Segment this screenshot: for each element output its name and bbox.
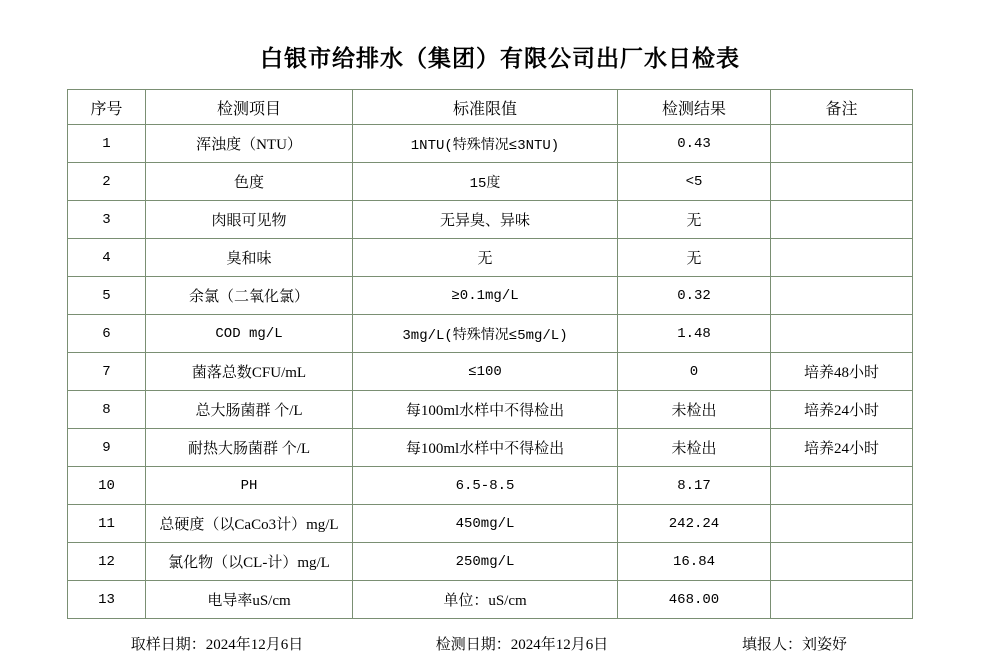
- table-row: [68, 505, 913, 543]
- page-title: 白银市给排水（集团）有限公司出厂水日检表: [260, 46, 740, 71]
- cell-no: 3: [68, 201, 146, 239]
- table-header: [68, 90, 913, 125]
- cell-limit: 6.5-8.5: [353, 467, 618, 505]
- cell-item: 余氯（二氧化氯）: [146, 277, 353, 315]
- cell-result: 0.32: [618, 277, 771, 315]
- cell-no: 9: [68, 429, 146, 467]
- table-row: [68, 429, 913, 467]
- cell-result: 0.43: [618, 125, 771, 163]
- table-body: [68, 125, 913, 619]
- table-row: [68, 543, 913, 581]
- cell-result: 8.17: [618, 467, 771, 505]
- cell-remark: [771, 505, 913, 543]
- column-header-limit: 标准限值: [353, 90, 618, 125]
- table-row: [68, 315, 913, 353]
- cell-no: 8: [68, 391, 146, 429]
- cell-result: 无: [618, 201, 771, 239]
- cell-item: 肉眼可见物: [146, 201, 353, 239]
- cell-remark: [771, 163, 913, 201]
- cell-item: 耐热大肠菌群 个/L: [146, 429, 353, 467]
- cell-remark: [771, 277, 913, 315]
- cell-result: 468.00: [618, 581, 771, 619]
- cell-no: 11: [68, 505, 146, 543]
- testing-date: 检测日期：2024年12月6日: [435, 637, 609, 653]
- cell-limit: 单位：uS/cm: [353, 581, 618, 619]
- cell-item: 总硬度（以CaCo3计）mg/L: [146, 505, 353, 543]
- table-row: [68, 201, 913, 239]
- table-row: [68, 391, 913, 429]
- cell-limit: 250mg/L: [353, 543, 618, 581]
- cell-item: COD mg/L: [146, 315, 353, 353]
- cell-remark: 培养48小时: [771, 353, 913, 391]
- column-header-remark: 备注: [771, 90, 913, 125]
- cell-limit: 无异臭、异味: [353, 201, 618, 239]
- table-row: [68, 467, 913, 505]
- cell-limit: ≤100: [353, 353, 618, 391]
- cell-result: 无: [618, 239, 771, 277]
- cell-no: 4: [68, 239, 146, 277]
- cell-item: 色度: [146, 163, 353, 201]
- cell-no: 6: [68, 315, 146, 353]
- cell-item: 氯化物（以CL-计）mg/L: [146, 543, 353, 581]
- cell-limit: 无: [353, 239, 618, 277]
- cell-result: <5: [618, 163, 771, 201]
- sampling-date: 取样日期：2024年12月6日: [130, 637, 304, 653]
- cell-item: 电导率uS/cm: [146, 581, 353, 619]
- cell-limit: 15度: [353, 163, 618, 201]
- cell-remark: [771, 239, 913, 277]
- footer: [0, 633, 1000, 654]
- cell-item: 菌落总数CFU/mL: [146, 353, 353, 391]
- cell-no: 7: [68, 353, 146, 391]
- cell-item: PH: [146, 467, 353, 505]
- column-header-item: 检测项目: [146, 90, 353, 125]
- cell-item: 臭和味: [146, 239, 353, 277]
- cell-limit: 每100ml水样中不得检出: [353, 391, 618, 429]
- table-row: [68, 353, 913, 391]
- cell-item: 浑浊度（NTU）: [146, 125, 353, 163]
- cell-remark: 培养24小时: [771, 391, 913, 429]
- cell-remark: [771, 125, 913, 163]
- cell-result: 未检出: [618, 391, 771, 429]
- cell-remark: [771, 467, 913, 505]
- table-header-row: [68, 90, 913, 125]
- cell-no: 1: [68, 125, 146, 163]
- cell-no: 2: [68, 163, 146, 201]
- report-table-container: [0, 89, 1000, 619]
- cell-limit: 450mg/L: [353, 505, 618, 543]
- cell-no: 12: [68, 543, 146, 581]
- table-row: [68, 277, 913, 315]
- cell-limit: 每100ml水样中不得检出: [353, 429, 618, 467]
- cell-remark: [771, 543, 913, 581]
- cell-result: 242.24: [618, 505, 771, 543]
- cell-result: 0: [618, 353, 771, 391]
- table-row: [68, 581, 913, 619]
- table-row: [68, 163, 913, 201]
- cell-limit: ≥0.1mg/L: [353, 277, 618, 315]
- column-header-result: 检测结果: [618, 90, 771, 125]
- cell-result: 1.48: [618, 315, 771, 353]
- water-quality-report-table: [67, 89, 913, 619]
- table-row: [68, 239, 913, 277]
- cell-no: 13: [68, 581, 146, 619]
- cell-no: 10: [68, 467, 146, 505]
- cell-result: 未检出: [618, 429, 771, 467]
- column-header-no: 序号: [68, 90, 146, 125]
- cell-remark: [771, 315, 913, 353]
- cell-limit: 1NTU(特殊情况≤3NTU): [353, 125, 618, 163]
- cell-remark: [771, 581, 913, 619]
- cell-no: 5: [68, 277, 146, 315]
- cell-remark: 培养24小时: [771, 429, 913, 467]
- cell-result: 16.84: [618, 543, 771, 581]
- reporter: 填报人：刘姿妤: [741, 637, 847, 653]
- cell-remark: [771, 201, 913, 239]
- cell-item: 总大肠菌群 个/L: [146, 391, 353, 429]
- table-row: [68, 125, 913, 163]
- cell-limit: 3mg/L(特殊情况≤5mg/L): [353, 315, 618, 353]
